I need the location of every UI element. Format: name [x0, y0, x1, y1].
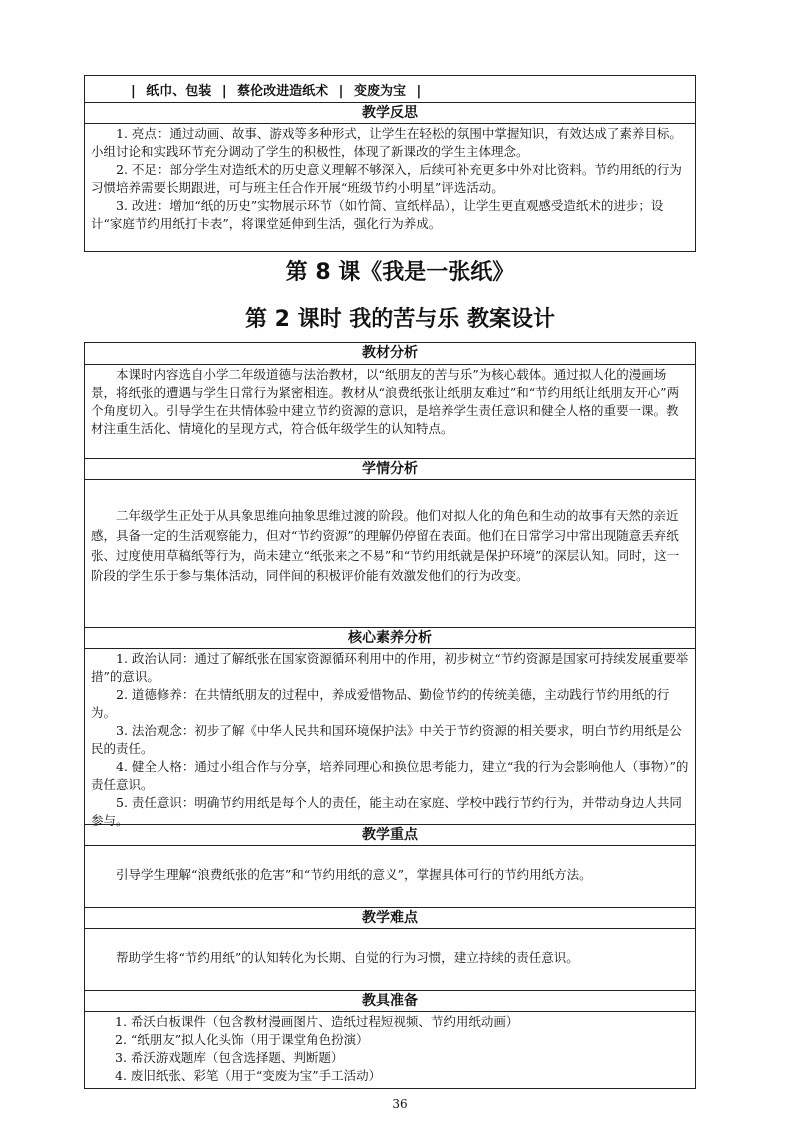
material-body	[85, 364, 695, 458]
difficulties-text: 帮助学生将“节约用纸”的认知转化为长期、自觉的行为习惯，建立持续的责任意识。	[116, 950, 579, 965]
lesson-title: 第 8 课《我是一张纸》	[285, 260, 515, 285]
materials-prep-item: 4. 废旧纸张、彩笔（用于“变废为宝”手工活动）	[115, 1068, 382, 1083]
reflection-item: 1. 亮点：通过动画、故事、游戏等多种形式，让学生在轻松的氛围中掌握知识，有效达成了素养目标。小组讨论和实践环节充分调动了学生的积极性，体现了新课改的学生主体理念。	[91, 126, 682, 159]
literacy-body	[85, 648, 695, 828]
reflection-item: 3. 改进：增加“纸的历史”实物展示环节（如竹简、宣纸样品），让学生更直观感受造纸术的进步；设计“家庭节约用纸打卡表”，将课堂延伸到生活，强化行为养成。	[91, 198, 664, 231]
literacy-header: 核心素养分析	[85, 627, 695, 648]
literacy-item: 4. 健全人格：通过小组合作与分享，培养同理心和换位思考能力，建立“我的行为会影响他人（事物）”的责任意识。	[91, 759, 689, 792]
tag-tissue: 纸巾、包装	[146, 84, 212, 99]
materials-prep-item: 3. 希沃游戏题库（包含选择题、判断题）	[115, 1050, 344, 1065]
difficulties-header: 教学难点	[85, 907, 695, 928]
key-points-header: 教学重点	[85, 824, 695, 845]
page-number: 36	[392, 1097, 408, 1111]
literacy-item: 5. 责任意识：明确节约用纸是每个人的责任，能主动在家庭、学校中践行节约行为，并带动身边人共同参与。	[91, 795, 682, 828]
students-text: 二年级学生正处于从具象思维向抽象思维过渡的阶段。他们对拟人化的角色和生动的故事有天然的亲近感，具备一定的生活观察能力，但对“节约资源”的理解仍停留在表面。他们在日常学习中常出现随意丢弃纸张、过度使用草稿纸等行为，尚未建立“纸张来之不易”和“节约用纸就是保护环境”的深层认知。同时，这一阶段的学生乐于参与集体活动，同伴间的积极评价能有效激发他们的行为改变。	[91, 508, 680, 583]
materials-prep-item: 2. “纸朋友”拟人化头饰（用于课堂角色扮演）	[115, 1032, 369, 1047]
reflection-header: 教学反思	[85, 102, 695, 123]
materials-prep-item: 1. 希沃白板课件（包含教材漫画图片、造纸过程短视频、节约用纸动画）	[115, 1014, 519, 1029]
key-points-text: 引导学生理解“浪费纸张的危害”和“节约用纸的意义”，掌握具体可行的节约用纸方法。	[116, 867, 592, 882]
reflection-body	[85, 123, 695, 251]
lesson-subtitle: 第 2 课时 我的苦与乐 教案设计	[245, 307, 555, 332]
tag-cailun: 蔡伦改进造纸术	[237, 84, 329, 99]
students-header: 学情分析	[85, 458, 695, 479]
tag-separator: |	[221, 84, 227, 99]
tag-recycle: 变废为宝	[353, 84, 406, 99]
materials-prep-header: 教具准备	[85, 990, 695, 1011]
reflection-item: 2. 不足：部分学生对造纸术的历史意义理解不够深入，后续可补充更多中外对比资料。节约用纸的行为习惯培养需要长期跟进，可与班主任合作开展“班级节约小明星”评选活动。	[91, 162, 682, 195]
tag-separator: |	[416, 84, 422, 99]
top-table	[84, 75, 696, 252]
lesson-plan-table	[84, 342, 696, 1089]
tag-row	[85, 76, 695, 102]
literacy-item: 2. 道德修养：在共情纸朋友的过程中，养成爱惜物品、勤俭节约的传统美德，主动践行节约用纸的行为。	[91, 687, 670, 720]
tag-separator: |	[131, 84, 136, 99]
key-points-body	[85, 845, 695, 907]
literacy-item: 3. 法治观念：初步了解《中华人民共和国环境保护法》中关于节约资源的相关要求，明白节约用纸是公民的责任。	[91, 723, 682, 756]
students-body	[85, 479, 695, 627]
materials-prep-body	[85, 1011, 695, 1088]
material-text: 本课时内容选自小学二年级道德与法治教材，以“纸朋友的苦与乐”为核心载体。通过拟人化的漫画场景，将纸张的遭遇与学生日常行为紧密相连。教材从“浪费纸张让纸朋友难过”和“节约用纸让纸朋友开心”两个角度切入。引导学生在共情体验中建立节约资源的意识，是培养学生责任意识和健全人格的重要一课。教材注重生活化、情境化的呈现方式，符合低年级学生的认知特点。	[91, 367, 680, 436]
literacy-item: 1. 政治认同：通过了解纸张在国家资源循环利用中的作用，初步树立“节约资源是国家可持续发展重要举措”的意识。	[91, 651, 689, 684]
tag-separator: |	[338, 84, 344, 99]
difficulties-body	[85, 928, 695, 990]
material-header: 教材分析	[362, 345, 418, 361]
